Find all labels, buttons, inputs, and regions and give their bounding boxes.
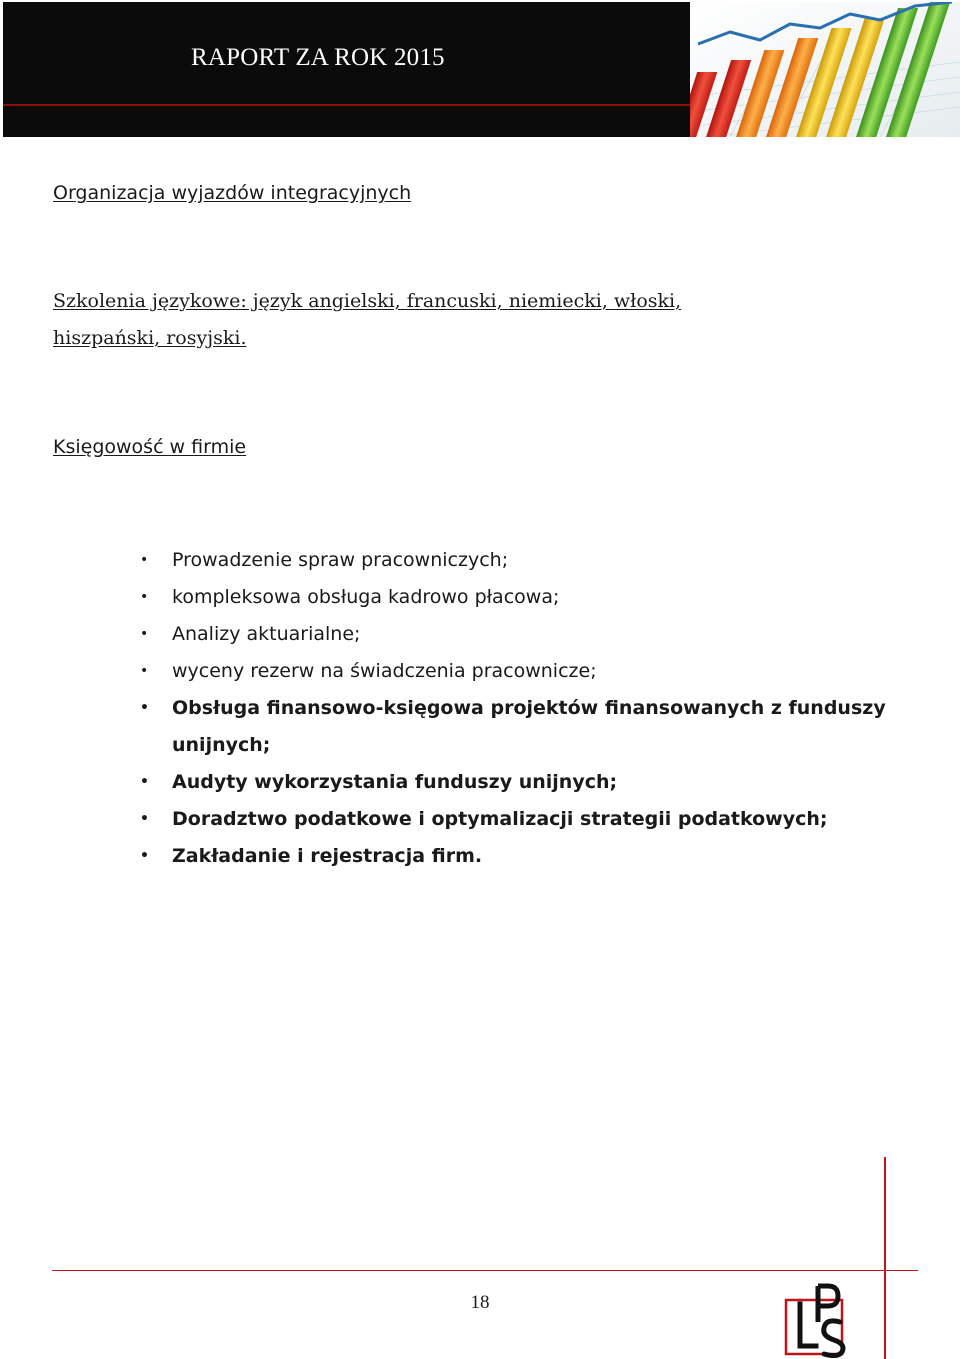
list-item: [140, 579, 900, 616]
integration-trips-heading: Organizacja wyjazdów integracyjnych: [53, 182, 412, 204]
service-text: kompleksowa obsługa kadrowo płacowa;: [172, 586, 560, 608]
report-title: RAPORT ZA ROK 2015: [191, 44, 445, 71]
service-text: Obsługa finansowo-księgowa projektów finansowanych z funduszy unijnych;: [172, 697, 886, 756]
bullet-icon: •: [140, 700, 149, 716]
accounting-heading: Księgowość w firmie: [53, 436, 247, 458]
service-text: wyceny rezerw na świadczenia pracownicze;: [172, 660, 597, 682]
service-text: Audyty wykorzystania funduszy unijnych;: [172, 771, 618, 793]
bullet-icon: •: [140, 774, 149, 790]
service-text: Prowadzenie spraw pracowniczych;: [172, 549, 509, 571]
service-text: Analizy aktuarialne;: [172, 623, 361, 645]
footer-divider-horizontal: [52, 1270, 918, 1271]
bullet-icon: •: [140, 626, 149, 642]
page-number: 18: [470, 1292, 490, 1313]
header-banner: [3, 2, 690, 137]
list-item: [140, 616, 900, 653]
bullet-icon: •: [140, 848, 149, 864]
lps-logo-icon: [782, 1282, 858, 1358]
list-item: [140, 690, 900, 764]
list-item: [140, 653, 900, 690]
bullet-icon: •: [140, 663, 149, 679]
list-item: [140, 764, 900, 801]
bar-chart-growth-image: [690, 2, 960, 137]
service-text: Doradztwo podatkowe i optymalizacji strategii podatkowych;: [172, 808, 828, 830]
list-item: [140, 542, 900, 579]
language-training-line1: Szkolenia językowe: język angielski, francuski, niemiecki, włoski,: [53, 290, 682, 312]
bullet-icon: •: [140, 811, 149, 827]
list-item: [140, 801, 900, 838]
services-list: [140, 542, 900, 875]
footer-divider-vertical: [884, 1157, 886, 1359]
list-item: [140, 838, 900, 875]
header-accent-line: [3, 104, 690, 106]
bullet-icon: •: [140, 552, 149, 568]
service-text: Zakładanie i rejestracja firm.: [172, 845, 483, 867]
bullet-icon: •: [140, 589, 149, 605]
language-training-line2: hiszpański, rosyjski.: [53, 327, 247, 349]
